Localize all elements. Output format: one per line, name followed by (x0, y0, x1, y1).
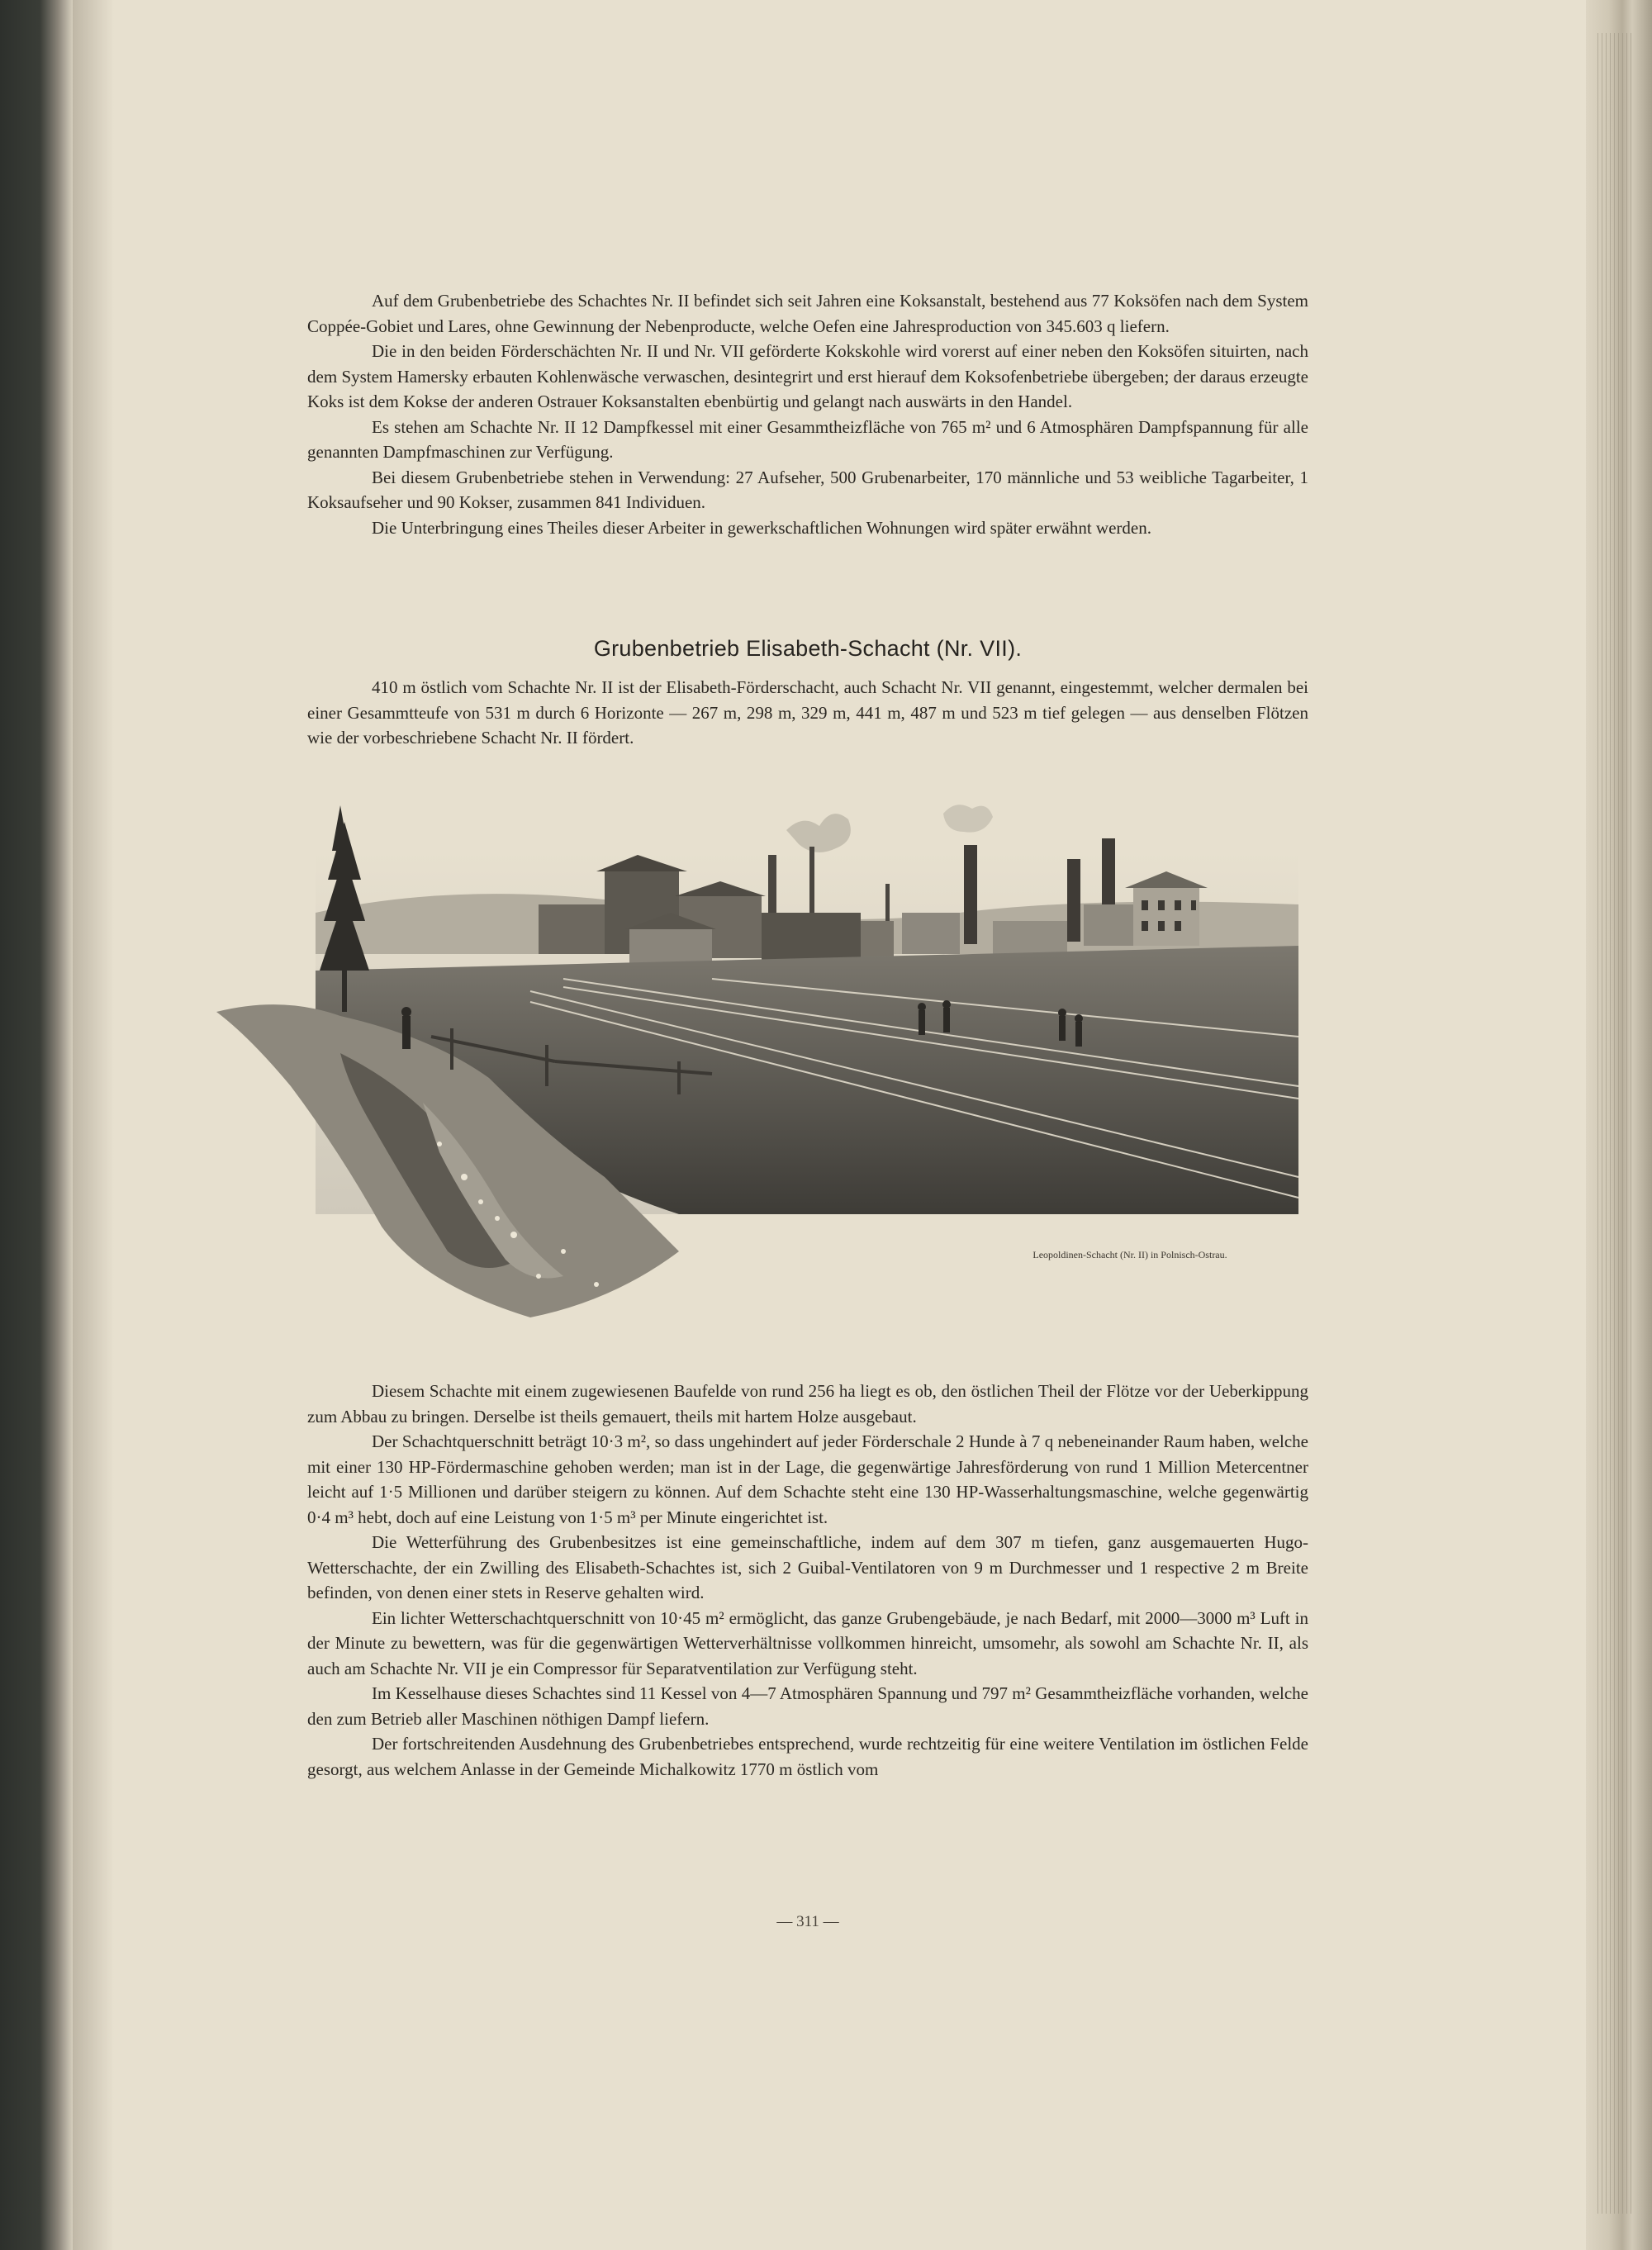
text-block-elisabeth-details (307, 1379, 1308, 1782)
paragraph: Bei diesem Grubenbetriebe stehen in Verwendung: 27 Aufseher, 500 Grubenarbeiter, 170 männliche und 53 weibliche Tagarbeiter, 1 Koksaufseher und 90 Kokser, zusammen 841 Individuen. (307, 467, 1308, 512)
paragraph: Ein lichter Wetterschachtquerschnitt von 10·45 m² ermöglicht, das ganze Grubengebäude, je nach Bedarf, mit 2000—3000 m³ Luft in der Minute zu bewettern, was für die gegenwärtigen Wetterverhältnisse vollkommen hinreicht, umsomehr, als sowohl am Schachte Nr. II, als auch am Schachte Nr. VII je ein Compressor für Separatventilation zur Verfügung steht. (307, 1607, 1308, 1678)
paragraph: Der Schachtquerschnitt beträgt 10·3 m², so dass ungehindert auf jeder Förderschale 2 Hunde à 7 q nebeneinander Raum haben, welche mit einer 130 HP-Fördermaschine gehoben werden; man ist in der Lage, die gegenwärtige Jahresförderung von rund 1 Million Metercentner leicht auf 1·5 Millionen und darüber steigern zu können. Auf dem Schachte steht eine 130 HP-Wasserhaltungsmaschine, welche gegenwärtig 0·4 m³ hebt, doch auf eine Leistung von 1·5 m³ per Minute eingerichtet ist. (307, 1431, 1308, 1527)
paragraph: Auf dem Grubenbetriebe des Schachtes Nr. II befindet sich seit Jahren eine Koksanstalt, bestehend aus 77 Koksöfen nach dem System Coppée-Gobiet und Lares, ohne Gewinnung der Nebenproducte, welche Oefen eine Jahresproduction von 345.603 q liefern. (307, 291, 1308, 336)
paragraph: 410 m östlich vom Schachte Nr. II ist der Elisabeth-Förderschacht, auch Schacht Nr. VII genannt, eingestemmt, welcher dermalen bei einer Gesammtteufe von 531 m durch 6 Horizonte — 267 m, 298 m, 329 m, 441 m, 487 m und 523 m tief gelegen — aus denselben Flötzen wie der vorbeschriebene Schacht Nr. II fördert. (307, 677, 1308, 748)
text-block-koksanstalt (307, 288, 1308, 540)
paragraph: Diesem Schachte mit einem zugewiesenen Baufelde von rund 256 ha liegt es ob, den östlichen Theil der Flötze vor der Ueberkippung zum Abbau zu bringen. Derselbe ist theils gemauert, theils mit hartem Holze ausgebaut. (307, 1381, 1308, 1426)
book-spine (0, 0, 73, 2250)
paragraph: Der fortschreitenden Ausdehnung des Grubenbetriebes entsprechend, wurde rechtzeitig für eine weitere Ventilation im östlichen Felde gesorgt, aus welchem Anlasse in der Gemeinde Michalkowitz 1770 m östlich vom (307, 1734, 1308, 1779)
paragraph: Die Unterbringung eines Theiles dieser Arbeiter in gewerkschaftlichen Wohnungen wird später erwähnt werden. (372, 517, 1151, 538)
figure-caption: Leopoldinen-Schacht (Nr. II) in Polnisch-Ostrau. (1032, 1249, 1227, 1260)
paragraph: Die Wetterführung des Grubenbesitzes ist eine gemeinschaftliche, indem auf dem 307 m tiefen, ganz ausgemauerten Hugo-Wetterschachte, der ein Zwilling des Elisabeth-Schachtes ist, sich 2 Guibal-Ventilatoren von 9 m Durchmesser und 1 respective 2 m Breite befinden, von denen einer stets in Reserve gehalten wird. (307, 1532, 1308, 1602)
paragraph: Im Kesselhause dieses Schachtes sind 11 Kessel von 4—7 Atmosphären Spannung und 797 m² Gesammtheizfläche vorhanden, welche den zum Betrieb aller Maschinen nöthigen Dampf liefern. (307, 1683, 1308, 1729)
paragraph: Es stehen am Schachte Nr. II 12 Dampfkessel mit einer Gesammtheizfläche von 765 m² und 6 Atmosphären Dampfspannung für alle genannten Dampfmaschinen zur Verfügung. (307, 416, 1308, 462)
photograph-leopoldinen-schacht (216, 789, 1307, 1326)
page-number: — 311 — (776, 1913, 839, 1930)
page-edges (1586, 0, 1652, 2250)
page-gutter (73, 0, 114, 2250)
section-heading: Grubenbetrieb Elisabeth-Schacht (Nr. VII). (593, 636, 1023, 661)
text-block-elisabeth-intro (307, 675, 1308, 751)
paragraph: Die in den beiden Förderschächten Nr. II und Nr. VII geförderte Kokskohle wird vorerst auf einer neben den Koksöfen situirten, nach dem System Hamersky erbauten Kohlenwäsche verwaschen, desintegrirt und erst hierauf dem Koksofenbetriebe übergeben; der daraus erzeugte Koks ist dem Kokse der anderen Ostrauer Koksanstalten ebenbürtig und gelangt nach auswärts in den Handel. (307, 341, 1308, 411)
